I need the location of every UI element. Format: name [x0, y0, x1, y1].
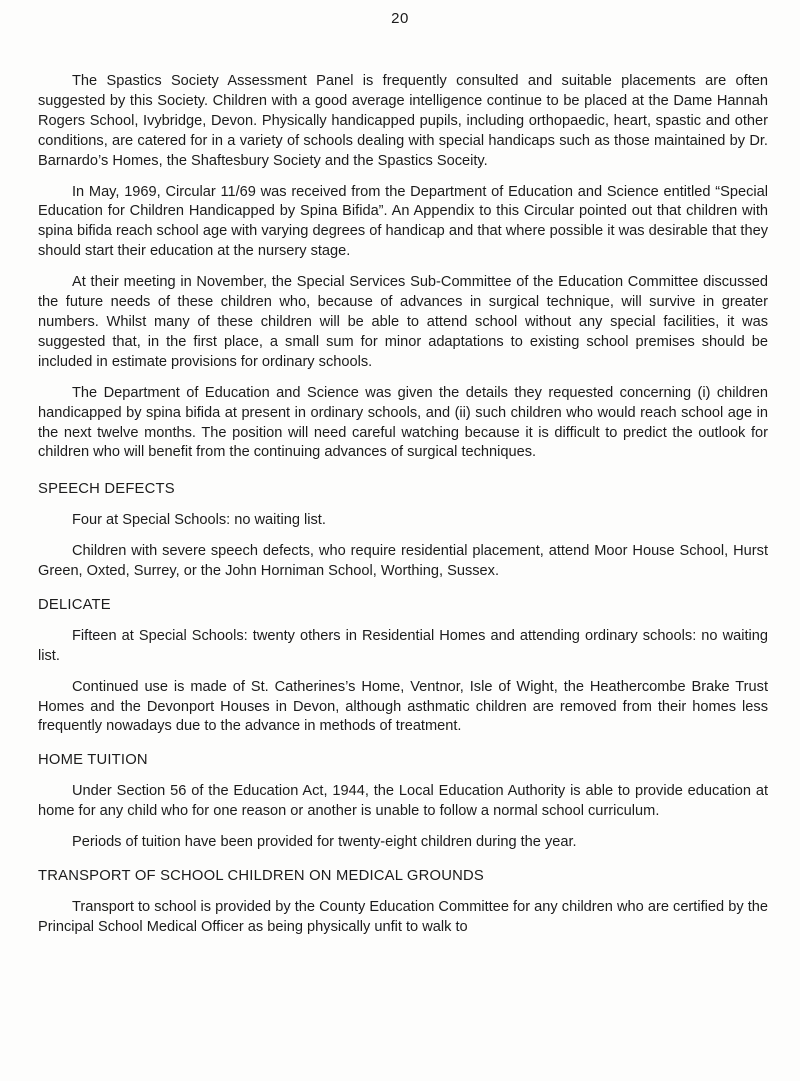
heading-speech-defects: SPEECH DEFECTS [38, 481, 175, 498]
paragraph-subcommittee-meeting: At their meeting in November, the Special Services Sub-Committee of the Education Committee discussed the future needs of these children who, because of advances in surgical technique, will survive in greater numbers. Whilst many of these children will be able to attend school without any special facilities, it was suggested that, in the first place, a small sum for minor adaptations to existing school premises should be included in estimate provisions for ordinary schools. [38, 274, 768, 370]
heading-home-tuition: HOME TUITION [38, 752, 148, 769]
paragraph-home-tuition-periods: Periods of tuition have been provided for twenty-eight children during the year. [72, 834, 577, 851]
paragraph-circular-spina-bifida: In May, 1969, Circular 11/69 was received from the Department of Education and Science entitled “Special Education for Children Handicapped by Spina Bifida”. An Appendix to this Circular pointed out that children with spina bifida reach school age with varying degrees of handicap and that where possible it was desirable that they should start their education at the nursery stage. [38, 183, 768, 260]
heading-delicate: DELICATE [38, 596, 111, 613]
paragraph-department-details: The Department of Education and Science was given the details they requested concerning (i) children handicapped by spina bifida at present in ordinary schools, and (ii) such children who would reach school age in the next twelve months. The position will need careful watching because it is difficult to predict the outlook for children who will benefit from the continuing advances of surgical techniques. [38, 384, 768, 461]
page-body [38, 72, 768, 949]
page-number: 20 [391, 10, 409, 27]
paragraph-speech-count: Four at Special Schools: no waiting list. [72, 512, 326, 529]
paragraph-transport: Transport to school is provided by the County Education Committee for any children who are certified by the Principal School Medical Officer as being physically unfit to walk to [38, 898, 768, 935]
heading-transport: TRANSPORT OF SCHOOL CHILDREN ON MEDICAL GROUNDS [38, 868, 484, 884]
paragraph-spastics-society: The Spastics Society Assessment Panel is frequently consulted and suitable placements are often suggested by this Society. Children with a good average intelligence continue to be placed at the Dame Hannah Rogers School, Ivybridge, Devon. Physically handicapped pupils, including orthopaedic, heart, spastic and other conditions, are catered for in a variety of schools dealing with special handicaps such as those maintained by Dr. Barnardo’s Homes, the Shaftesbury Society and the Spastics Soceity. [38, 73, 768, 169]
paragraph-speech-residential: Children with severe speech defects, who require residential placement, attend Moor House School, Hurst Green, Oxted, Surrey, or the John Horniman School, Worthing, Sussex. [38, 543, 768, 580]
paragraph-home-tuition-act: Under Section 56 of the Education Act, 1944, the Local Education Authority is able to provide education at home for any child who for one reason or another is unable to follow a normal school curriculum. [38, 783, 768, 820]
paragraph-delicate-homes: Continued use is made of St. Catherines’s Home, Ventnor, Isle of Wight, the Heathercombe Brake Trust Homes and the Devonport Houses in Devon, although asthmatic children are removed from their homes less frequently nowadays due to the advance in methods of treatment. [38, 678, 768, 735]
paragraph-delicate-count: Fifteen at Special Schools: twenty others in Residential Homes and attending ordinary schools: no waiting list. [38, 627, 768, 664]
